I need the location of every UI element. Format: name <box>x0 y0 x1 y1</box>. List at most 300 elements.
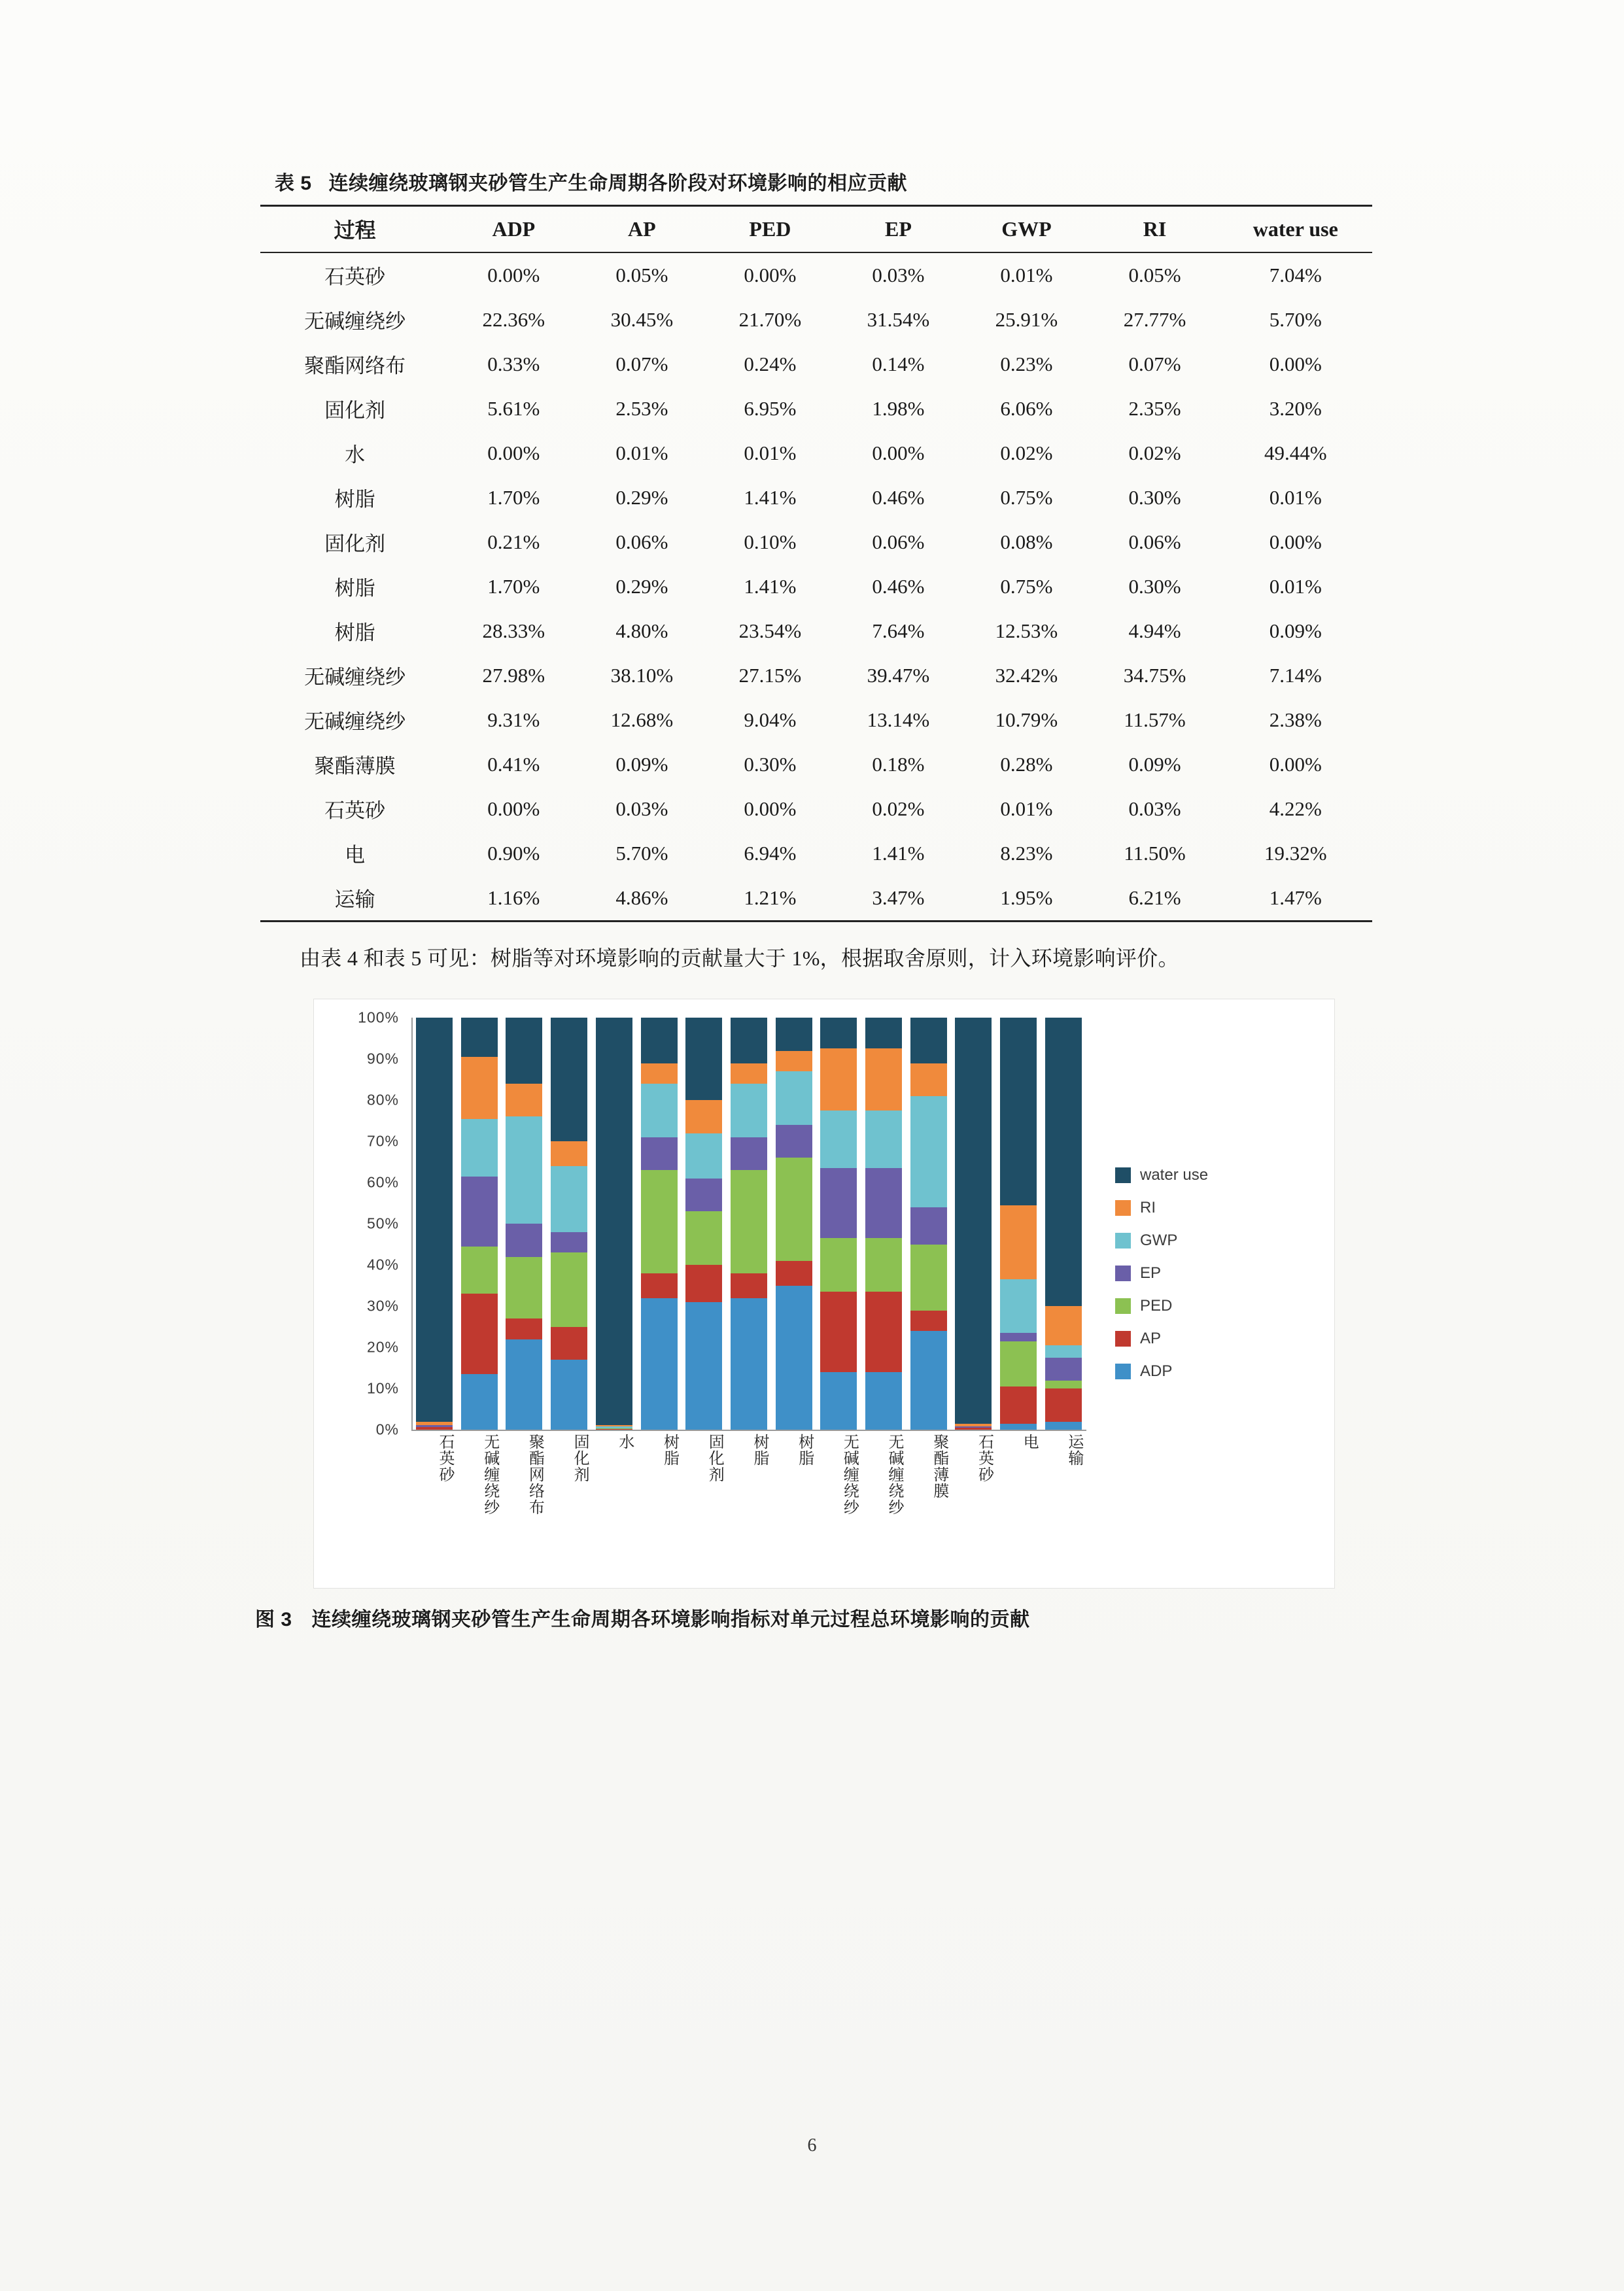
bar-column <box>1000 1018 1037 1430</box>
bar-segment-water-use <box>506 1018 542 1084</box>
table-row <box>260 787 1372 831</box>
cell-ep: 1.41% <box>872 841 925 865</box>
y-tick-label: 70% <box>366 1132 399 1150</box>
cell-ped: 6.94% <box>744 841 797 865</box>
cell-gwp: 25.91% <box>995 307 1058 331</box>
cell-ap: 2.53% <box>615 396 668 420</box>
bar-segment-ap <box>731 1273 767 1298</box>
bar-segment-water-use <box>1045 1018 1082 1306</box>
cell-adp: 5.61% <box>487 396 540 420</box>
bar-segment-ep <box>731 1137 767 1170</box>
cell-ped: 23.54% <box>738 619 802 642</box>
cell-gwp: 10.79% <box>995 708 1058 731</box>
stacked-bars <box>412 1018 1086 1430</box>
cell-process: 运输 <box>334 888 375 911</box>
cell-ep: 0.03% <box>872 263 925 286</box>
cell-ri: 27.77% <box>1123 307 1186 331</box>
col-header-water-use: water use <box>1253 216 1338 241</box>
contribution-table <box>260 205 1372 922</box>
cell-ap: 0.29% <box>615 574 668 598</box>
cell-ep: 31.54% <box>867 307 930 331</box>
table-row <box>260 698 1372 742</box>
bar-segment-adp <box>820 1372 857 1430</box>
legend-swatch-icon <box>1115 1266 1131 1281</box>
cell-process: 石英砂 <box>324 266 386 288</box>
table-row <box>260 876 1372 922</box>
cell-gwp: 0.23% <box>1000 352 1053 375</box>
cell-ped: 0.00% <box>744 263 797 286</box>
bar-segment-adp <box>461 1374 498 1430</box>
cell-ped: 1.41% <box>744 574 797 598</box>
bar-segment-ap <box>685 1265 722 1302</box>
cell-adp: 0.00% <box>487 441 540 464</box>
bar-segment-water-use <box>551 1018 587 1141</box>
y-tick-label: 90% <box>366 1050 399 1067</box>
table-row <box>260 387 1372 431</box>
cell-ep: 7.64% <box>872 619 925 642</box>
bar-segment-ap <box>776 1261 812 1286</box>
legend-item <box>1115 1362 1208 1381</box>
table-head <box>260 206 1372 253</box>
cell-process: 聚酯薄膜 <box>314 755 396 778</box>
y-tick-label: 100% <box>358 1008 399 1026</box>
cell-ri: 34.75% <box>1123 663 1186 687</box>
bar-segment-ep <box>551 1232 587 1253</box>
legend-item <box>1115 1232 1208 1250</box>
figure-chart <box>313 999 1335 1589</box>
bar-column <box>731 1018 767 1430</box>
cell-water-use: 0.00% <box>1269 752 1322 776</box>
cell-ep: 1.98% <box>872 396 925 420</box>
cell-ped: 0.10% <box>744 530 797 553</box>
table-row <box>260 431 1372 475</box>
x-tick-label: 树脂 <box>750 1434 769 1467</box>
bar-segment-gwp <box>865 1111 902 1168</box>
table-row <box>260 609 1372 653</box>
legend-swatch-icon <box>1115 1364 1131 1379</box>
cell-ap: 5.70% <box>615 841 668 865</box>
bar-column <box>551 1018 587 1430</box>
cell-ri: 4.94% <box>1128 619 1181 642</box>
cell-process: 水 <box>345 443 366 466</box>
cell-ap: 30.45% <box>610 307 674 331</box>
cell-ap: 0.05% <box>615 263 668 286</box>
cell-ap: 0.03% <box>615 797 668 820</box>
cell-ep: 0.46% <box>872 574 925 598</box>
cell-process: 聚酯网络布 <box>304 354 406 377</box>
bar-segment-ped <box>731 1170 767 1273</box>
y-tick-label: 50% <box>366 1214 399 1232</box>
bar-segment-water-use <box>910 1018 947 1063</box>
cell-ap: 0.09% <box>615 752 668 776</box>
legend-item <box>1115 1297 1208 1315</box>
bar-segment-gwp <box>820 1111 857 1168</box>
bar-segment-water-use <box>1000 1018 1037 1205</box>
chart-legend <box>1115 1166 1208 1395</box>
bar-segment-ped <box>1000 1341 1037 1387</box>
bar-segment-ped <box>776 1158 812 1261</box>
bar-segment-gwp <box>506 1116 542 1224</box>
y-tick-label: 10% <box>366 1379 399 1397</box>
cell-ep: 3.47% <box>872 886 925 909</box>
bar-segment-water-use <box>820 1018 857 1048</box>
cell-ped: 9.04% <box>744 708 797 731</box>
cell-process: 树脂 <box>334 577 375 600</box>
bar-segment-ri <box>1000 1205 1037 1279</box>
bar-segment-water-use <box>865 1018 902 1048</box>
bar-segment-ped <box>641 1170 678 1273</box>
bar-segment-gwp <box>1000 1279 1037 1333</box>
cell-ep: 0.00% <box>872 441 925 464</box>
x-tick-label: 运输 <box>1065 1434 1083 1467</box>
bar-segment-ap <box>910 1311 947 1332</box>
bar-segment-water-use <box>731 1018 767 1063</box>
cell-ap: 4.86% <box>615 886 668 909</box>
bar-segment-water-use <box>596 1018 632 1424</box>
y-tick-label: 0% <box>375 1421 399 1438</box>
bar-segment-ap <box>820 1292 857 1372</box>
cell-adp: 0.90% <box>487 841 540 865</box>
x-tick-label: 无碱缠绕纱 <box>481 1434 499 1516</box>
bar-column <box>461 1018 498 1430</box>
bar-segment-adp <box>731 1298 767 1430</box>
cell-adp: 27.98% <box>482 663 545 687</box>
cell-ri: 0.05% <box>1128 263 1181 286</box>
bar-segment-ri <box>820 1048 857 1111</box>
bar-segment-ap <box>416 1427 453 1430</box>
bar-segment-adp <box>641 1298 678 1430</box>
cell-ri: 0.02% <box>1128 441 1181 464</box>
col-header-ap: AP <box>628 216 656 241</box>
table-caption-number: 表 5 <box>275 173 312 194</box>
x-axis-labels <box>412 1434 1086 1515</box>
cell-ped: 27.15% <box>738 663 802 687</box>
cell-process: 固化剂 <box>324 532 386 555</box>
cell-ep: 39.47% <box>867 663 930 687</box>
bar-segment-ped <box>865 1238 902 1292</box>
bar-segment-ap <box>1000 1387 1037 1424</box>
cell-water-use: 0.01% <box>1269 485 1322 509</box>
cell-adp: 1.70% <box>487 485 540 509</box>
bar-segment-water-use <box>461 1018 498 1057</box>
legend-swatch-icon <box>1115 1233 1131 1249</box>
cell-process: 石英砂 <box>324 799 386 822</box>
x-tick-label: 无碱缠绕纱 <box>840 1434 859 1516</box>
bar-segment-ep <box>820 1168 857 1238</box>
cell-process: 电 <box>345 844 366 867</box>
bar-segment-ep <box>865 1168 902 1238</box>
legend-label: AP <box>1140 1330 1162 1348</box>
cell-water-use: 7.04% <box>1269 263 1322 286</box>
bar-segment-adp <box>506 1339 542 1430</box>
bar-segment-gwp <box>641 1084 678 1137</box>
bar-segment-water-use <box>685 1018 722 1100</box>
bar-segment-ri <box>641 1063 678 1084</box>
bar-column <box>865 1018 902 1430</box>
figure-caption-number: 图 3 <box>255 1609 292 1631</box>
x-tick-label: 聚酯薄膜 <box>930 1434 948 1500</box>
bar-segment-adp <box>551 1360 587 1430</box>
bar-column <box>1045 1018 1082 1430</box>
plot-area <box>412 1018 1086 1430</box>
bar-segment-ri <box>776 1051 812 1072</box>
bar-segment-water-use <box>416 1018 453 1422</box>
cell-gwp: 0.75% <box>1000 485 1053 509</box>
bar-segment-ri <box>865 1048 902 1111</box>
cell-water-use: 4.22% <box>1269 797 1322 820</box>
x-tick-label: 电 <box>1020 1434 1039 1451</box>
x-tick-label: 石英砂 <box>436 1434 454 1483</box>
y-tick-label: 60% <box>366 1173 399 1191</box>
bar-segment-water-use <box>955 1018 992 1424</box>
legend-swatch-icon <box>1115 1298 1131 1314</box>
cell-ri: 2.35% <box>1128 396 1181 420</box>
cell-process: 树脂 <box>334 621 375 644</box>
cell-ped: 1.41% <box>744 485 797 509</box>
cell-ep: 0.18% <box>872 752 925 776</box>
x-tick-label: 石英砂 <box>975 1434 993 1483</box>
x-tick-label: 树脂 <box>795 1434 814 1467</box>
cell-ped: 6.95% <box>744 396 797 420</box>
cell-ri: 6.21% <box>1128 886 1181 909</box>
cell-water-use: 0.00% <box>1269 530 1322 553</box>
bar-segment-adp <box>776 1286 812 1430</box>
y-tick-label: 80% <box>366 1091 399 1109</box>
x-tick-label: 固化剂 <box>706 1434 724 1483</box>
bar-segment-ped <box>910 1245 947 1311</box>
bar-column <box>910 1018 947 1430</box>
bar-segment-ri <box>1045 1306 1082 1345</box>
bar-segment-ri <box>685 1100 722 1133</box>
bar-segment-ap <box>596 1429 632 1430</box>
cell-ap: 0.01% <box>615 441 668 464</box>
table-caption-text: 连续缠绕玻璃钢夹砂管生产生命周期各阶段对环境影响的相应贡献 <box>328 173 908 194</box>
x-tick-label: 水 <box>615 1434 634 1451</box>
legend-label: RI <box>1140 1199 1156 1217</box>
table-row <box>260 653 1372 698</box>
cell-ped: 1.21% <box>744 886 797 909</box>
cell-water-use: 3.20% <box>1269 396 1322 420</box>
cell-adp: 1.70% <box>487 574 540 598</box>
legend-item <box>1115 1166 1208 1184</box>
bar-segment-ri <box>506 1084 542 1116</box>
legend-label: water use <box>1140 1166 1209 1184</box>
bar-segment-adp <box>865 1372 902 1430</box>
page-content <box>255 167 1393 1632</box>
cell-water-use: 0.01% <box>1269 574 1322 598</box>
legend-swatch-icon <box>1115 1200 1131 1216</box>
cell-water-use: 1.47% <box>1269 886 1322 909</box>
cell-ep: 0.06% <box>872 530 925 553</box>
cell-process: 无碱缠绕纱 <box>304 666 406 689</box>
cell-gwp: 0.28% <box>1000 752 1053 776</box>
cell-ri: 0.09% <box>1128 752 1181 776</box>
figure-caption <box>255 1603 1393 1632</box>
legend-swatch-icon <box>1115 1167 1131 1183</box>
table-body <box>260 252 1372 922</box>
bar-segment-ap <box>955 1428 992 1430</box>
bar-column <box>416 1018 453 1430</box>
bar-segment-gwp <box>461 1119 498 1177</box>
col-header-ep: EP <box>884 216 912 241</box>
cell-ped: 0.30% <box>744 752 797 776</box>
legend-label: PED <box>1140 1297 1173 1315</box>
cell-water-use: 49.44% <box>1264 441 1327 464</box>
cell-adp: 0.00% <box>487 797 540 820</box>
cell-ap: 0.06% <box>615 530 668 553</box>
cell-gwp: 0.08% <box>1000 530 1053 553</box>
bar-segment-gwp <box>551 1166 587 1232</box>
x-tick-label: 固化剂 <box>571 1434 589 1483</box>
y-tick-label: 40% <box>366 1256 399 1273</box>
cell-ri: 0.07% <box>1128 352 1181 375</box>
cell-ep: 0.14% <box>872 352 925 375</box>
bar-segment-ap <box>461 1294 498 1374</box>
cell-gwp: 0.01% <box>1000 263 1053 286</box>
cell-adp: 9.31% <box>487 708 540 731</box>
bar-segment-ped <box>461 1247 498 1294</box>
col-header-process: 过程 <box>334 218 376 242</box>
bar-segment-ped <box>820 1238 857 1292</box>
cell-ri: 11.57% <box>1124 708 1186 731</box>
cell-ri: 11.50% <box>1124 841 1186 865</box>
cell-ap: 12.68% <box>610 708 674 731</box>
bar-segment-ap <box>551 1327 587 1360</box>
x-axis-line <box>411 1430 1086 1431</box>
bar-segment-ped <box>551 1252 587 1326</box>
col-header-ped: PED <box>749 216 791 241</box>
cell-ped: 0.24% <box>744 352 797 375</box>
x-tick-label: 聚酯网络布 <box>526 1434 544 1516</box>
cell-ap: 0.07% <box>615 352 668 375</box>
cell-process: 无碱缠绕纱 <box>304 310 406 333</box>
cell-adp: 0.33% <box>487 352 540 375</box>
cell-gwp: 12.53% <box>995 619 1058 642</box>
cell-ep: 0.46% <box>872 485 925 509</box>
cell-ri: 0.30% <box>1128 485 1181 509</box>
cell-gwp: 8.23% <box>1000 841 1053 865</box>
bar-segment-ap <box>865 1292 902 1372</box>
col-header-adp: ADP <box>492 216 536 241</box>
cell-ap: 0.29% <box>615 485 668 509</box>
bar-segment-ep <box>685 1179 722 1211</box>
bar-column <box>820 1018 857 1430</box>
cell-adp: 0.21% <box>487 530 540 553</box>
table-row <box>260 475 1372 520</box>
cell-adp: 1.16% <box>487 886 540 909</box>
bar-segment-ep <box>910 1207 947 1245</box>
bar-segment-gwp <box>776 1071 812 1125</box>
cell-ped: 21.70% <box>738 307 802 331</box>
bar-column <box>955 1018 992 1430</box>
table-row <box>260 564 1372 609</box>
cell-ri: 0.30% <box>1128 574 1181 598</box>
cell-process: 固化剂 <box>324 399 386 422</box>
x-tick-label: 无碱缠绕纱 <box>886 1434 904 1516</box>
figure-caption-text: 连续缠绕玻璃钢夹砂管生产生命周期各环境影响指标对单元过程总环境影响的贡献 <box>311 1609 1030 1631</box>
bar-segment-adp <box>1045 1422 1082 1430</box>
bar-segment-ap <box>1045 1388 1082 1421</box>
table-header-row <box>260 206 1372 253</box>
bar-segment-ep <box>1045 1358 1082 1381</box>
cell-gwp: 32.42% <box>995 663 1058 687</box>
col-header-gwp: GWP <box>1001 216 1052 241</box>
bar-segment-adp <box>1000 1424 1037 1430</box>
cell-ped: 0.01% <box>744 441 797 464</box>
table-row <box>260 831 1372 876</box>
cell-process: 树脂 <box>334 488 375 511</box>
bar-segment-water-use <box>641 1018 678 1063</box>
cell-gwp: 0.01% <box>1000 797 1053 820</box>
cell-ep: 0.02% <box>872 797 925 820</box>
table-row <box>260 742 1372 787</box>
cell-ep: 13.14% <box>867 708 930 731</box>
y-tick-label: 30% <box>366 1297 399 1315</box>
page-number: 6 <box>807 2135 817 2156</box>
bar-segment-ri <box>731 1063 767 1084</box>
cell-gwp: 0.75% <box>1000 574 1053 598</box>
cell-adp: 28.33% <box>482 619 545 642</box>
bar-column <box>776 1018 812 1430</box>
bar-segment-ri <box>910 1063 947 1096</box>
bar-segment-ped <box>685 1211 722 1265</box>
table-row <box>260 252 1372 298</box>
bar-column <box>596 1018 632 1430</box>
legend-item <box>1115 1199 1208 1217</box>
bar-segment-ep <box>776 1125 812 1158</box>
cell-ri: 0.03% <box>1128 797 1181 820</box>
y-tick-label: 20% <box>366 1338 399 1356</box>
body-paragraph <box>255 939 1393 978</box>
bar-segment-ep <box>1000 1333 1037 1341</box>
cell-ap: 38.10% <box>610 663 674 687</box>
bar-column <box>506 1018 542 1430</box>
cell-process: 无碱缠绕纱 <box>304 710 406 733</box>
cell-ri: 0.06% <box>1128 530 1181 553</box>
legend-label: GWP <box>1140 1232 1178 1250</box>
table-row <box>260 520 1372 564</box>
cell-gwp: 6.06% <box>1000 396 1053 420</box>
bar-segment-gwp <box>1045 1345 1082 1358</box>
bar-column <box>641 1018 678 1430</box>
legend-label: ADP <box>1140 1362 1173 1381</box>
bar-segment-ri <box>461 1057 498 1119</box>
bar-segment-ped <box>1045 1381 1082 1389</box>
cell-water-use: 0.00% <box>1269 352 1322 375</box>
bar-segment-ap <box>641 1273 678 1298</box>
cell-water-use: 5.70% <box>1269 307 1322 331</box>
cell-gwp: 0.02% <box>1000 441 1053 464</box>
cell-adp: 22.36% <box>482 307 545 331</box>
table-caption <box>275 167 1393 196</box>
cell-gwp: 1.95% <box>1000 886 1053 909</box>
legend-swatch-icon <box>1115 1331 1131 1347</box>
cell-adp: 0.41% <box>487 752 540 776</box>
cell-water-use: 0.09% <box>1269 619 1322 642</box>
bar-segment-ri <box>551 1141 587 1166</box>
legend-item <box>1115 1264 1208 1283</box>
bar-segment-gwp <box>910 1096 947 1207</box>
cell-ped: 0.00% <box>744 797 797 820</box>
x-tick-label: 树脂 <box>661 1434 679 1467</box>
bar-segment-gwp <box>731 1084 767 1137</box>
bar-segment-adp <box>685 1302 722 1430</box>
legend-label: EP <box>1140 1264 1162 1283</box>
bar-segment-water-use <box>776 1018 812 1050</box>
bar-column <box>685 1018 722 1430</box>
bar-segment-ap <box>506 1318 542 1339</box>
col-header-ri: RI <box>1143 216 1167 241</box>
